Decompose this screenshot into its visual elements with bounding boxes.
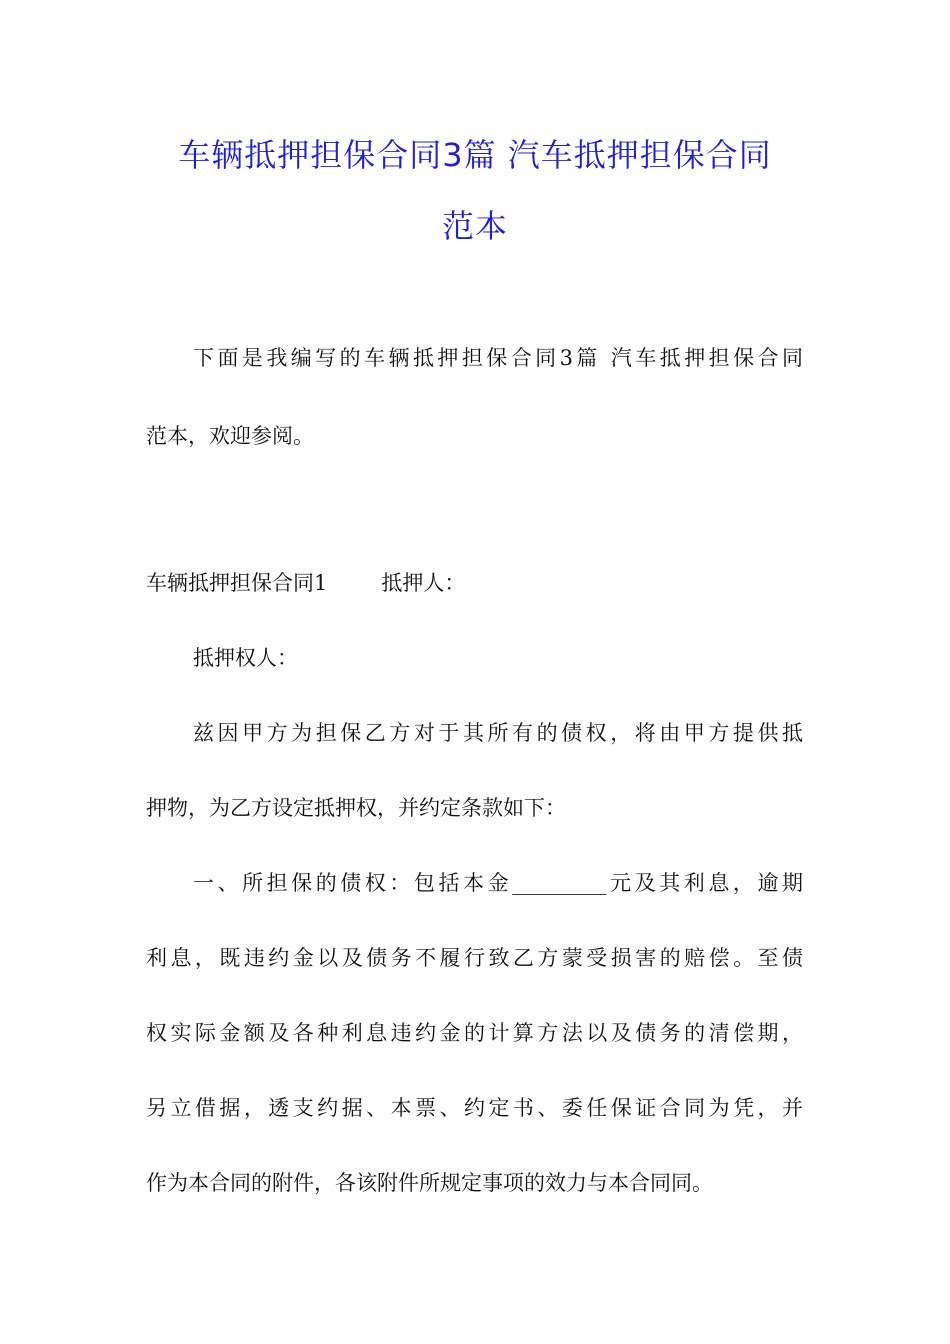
paragraph-2-line-5: 作为本合同的附件，各该附件所规定事项的效力与本合同同。 xyxy=(146,1171,713,1195)
section-heading-row xyxy=(146,568,465,598)
section-heading: 车辆抵押担保合同1 xyxy=(146,571,328,595)
document-title-line-1: 车辆抵押担保合同3篇 汽车抵押担保合同 xyxy=(178,136,772,174)
intro-line-2: 范本，欢迎参阅。 xyxy=(146,424,314,448)
paragraph-2-line-4: 另立借据，透支约据、本票、约定书、委任保证合同为凭，并 xyxy=(146,1096,803,1120)
intro-line-1: 下面是我编写的车辆抵押担保合同3篇 汽车抵押担保合同 xyxy=(193,346,803,370)
paragraph-1-line-2: 押物，为乙方设定抵押权，并约定条款如下： xyxy=(146,796,566,820)
mortgagee-label: 抵押权人： xyxy=(193,646,298,670)
paragraph-1-line-1: 兹因甲方为担保乙方对于其所有的债权，将由甲方提供抵 xyxy=(193,721,803,745)
paragraph-2-line-2: 利息，既违约金以及债务不履行致乙方蒙受损害的赔偿。至债 xyxy=(146,946,803,970)
paragraph-2-line-1: 一、所担保的债权：包括本金_________元及其利息，逾期 xyxy=(193,871,803,895)
mortgagor-label: 抵押人： xyxy=(381,571,466,595)
document-title-line-2: 范本 xyxy=(441,207,508,245)
paragraph-2-line-3: 权实际金额及各种利息违约金的计算方法以及债务的清偿期， xyxy=(146,1021,803,1045)
